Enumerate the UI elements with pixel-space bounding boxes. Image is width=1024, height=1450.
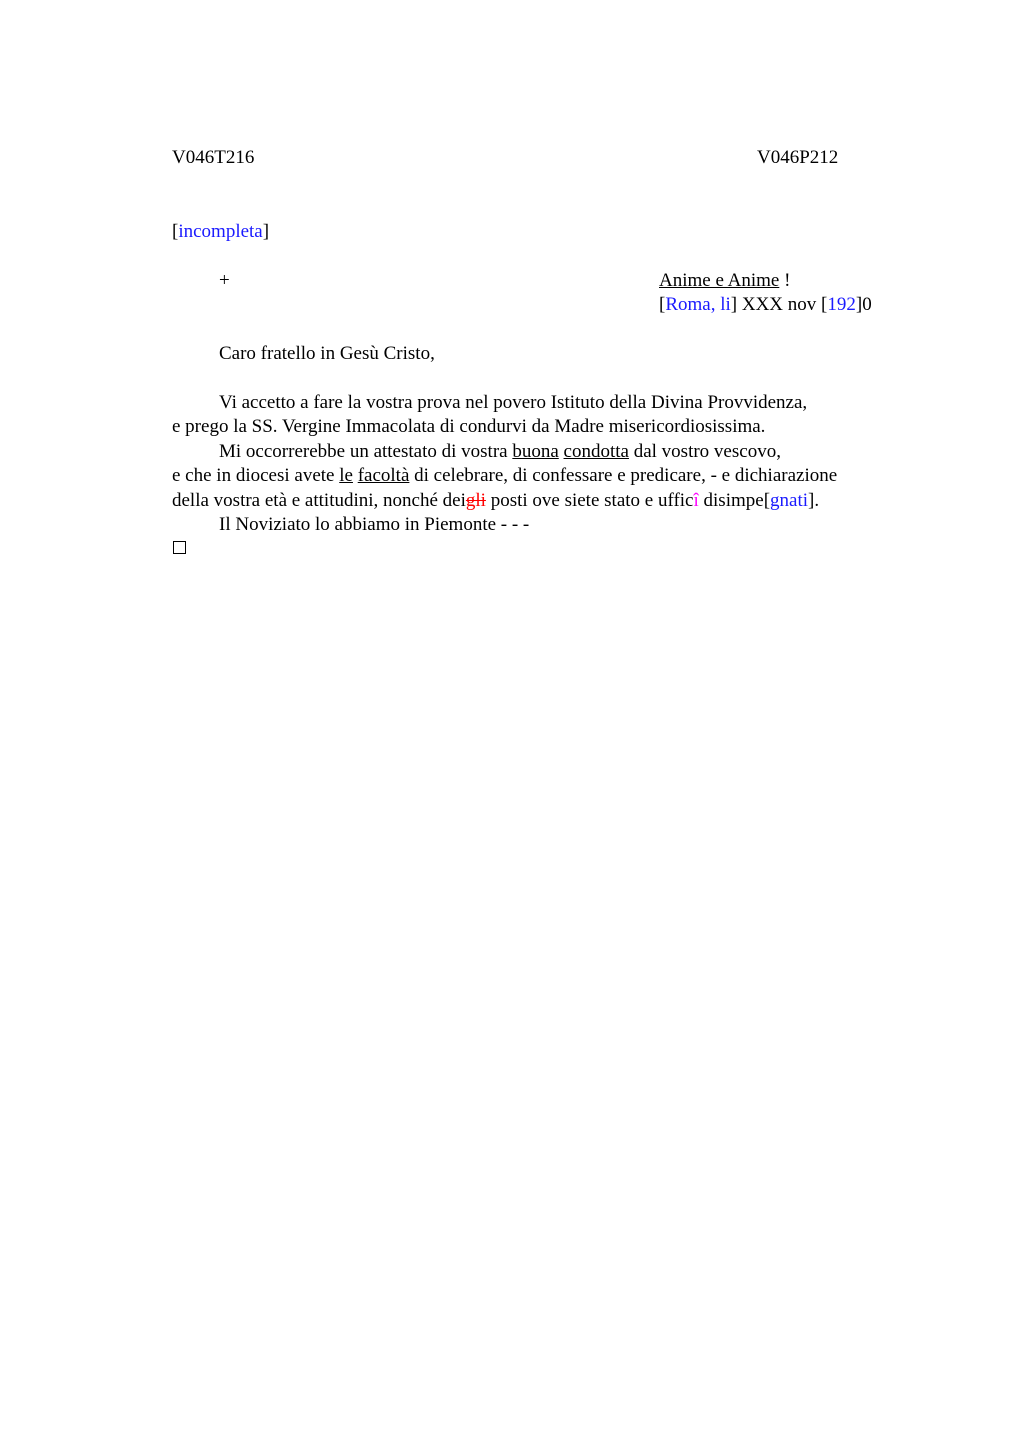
text-run: posti ove siete stato e uffic — [485, 490, 694, 511]
body-line — [172, 464, 837, 488]
document-code-left: V046T216 — [172, 147, 255, 168]
body-line — [219, 440, 781, 464]
motto — [659, 269, 790, 293]
editorial-note — [172, 220, 269, 244]
deleted-text: gli — [465, 490, 486, 511]
note-bracket-close: ] — [262, 221, 270, 242]
document-code-right: V046P212 — [757, 147, 839, 168]
dateline-bracket: [ — [821, 294, 828, 315]
marked-character: î — [693, 490, 699, 511]
salutation: Caro fratello in Gesù Cristo, — [219, 343, 435, 364]
underlined-word: buona — [512, 441, 559, 462]
motto-exclamation: ! — [779, 270, 791, 291]
dateline-year-suffix: 0 — [862, 294, 872, 315]
text-run: Mi occorrerebbe un attestato di vostra — [219, 441, 513, 462]
bracket: [ — [763, 490, 771, 511]
body-line: e prego la SS. Vergine Immacolata di condurvi da Madre misericordiosissima. — [172, 416, 766, 437]
text-run: dal vostro vescovo, — [628, 441, 781, 462]
note-label: incompleta — [178, 221, 263, 242]
dateline-bracket: ] — [855, 294, 863, 315]
underlined-word: le — [339, 465, 353, 486]
text-run: disimpe — [698, 490, 764, 511]
underlined-word: condotta — [563, 441, 629, 462]
dateline-bracket: ] — [730, 294, 738, 315]
dateline — [659, 293, 872, 317]
dateline-place: Roma, li — [665, 294, 731, 315]
text-run: della vostra età e attitudini, nonché dei — [172, 490, 466, 511]
bracket: ]. — [808, 490, 820, 511]
body-line: Il Noviziato lo abbiamo in Piemonte - - - — [219, 514, 530, 535]
body-line — [172, 489, 819, 513]
motto-underlined: Anime e Anime — [659, 270, 780, 291]
note-bracket-open: [ — [172, 221, 179, 242]
text-run: di celebrare, di confessare e predicare, - e dichiarazione — [409, 465, 838, 486]
dateline-text: XXX nov — [737, 294, 822, 315]
underlined-word: facoltà — [357, 465, 410, 486]
dateline-year-prefix: 192 — [827, 294, 856, 315]
end-of-text-box-icon — [173, 541, 186, 554]
editorial-completion: gnati — [770, 490, 809, 511]
text-run: e che in diocesi avete — [172, 465, 340, 486]
body-line: Vi accetto a fare la vostra prova nel povero Istituto della Divina Provvidenza, — [219, 392, 808, 413]
cross-symbol: + — [219, 270, 230, 291]
dateline-bracket: [ — [659, 294, 666, 315]
